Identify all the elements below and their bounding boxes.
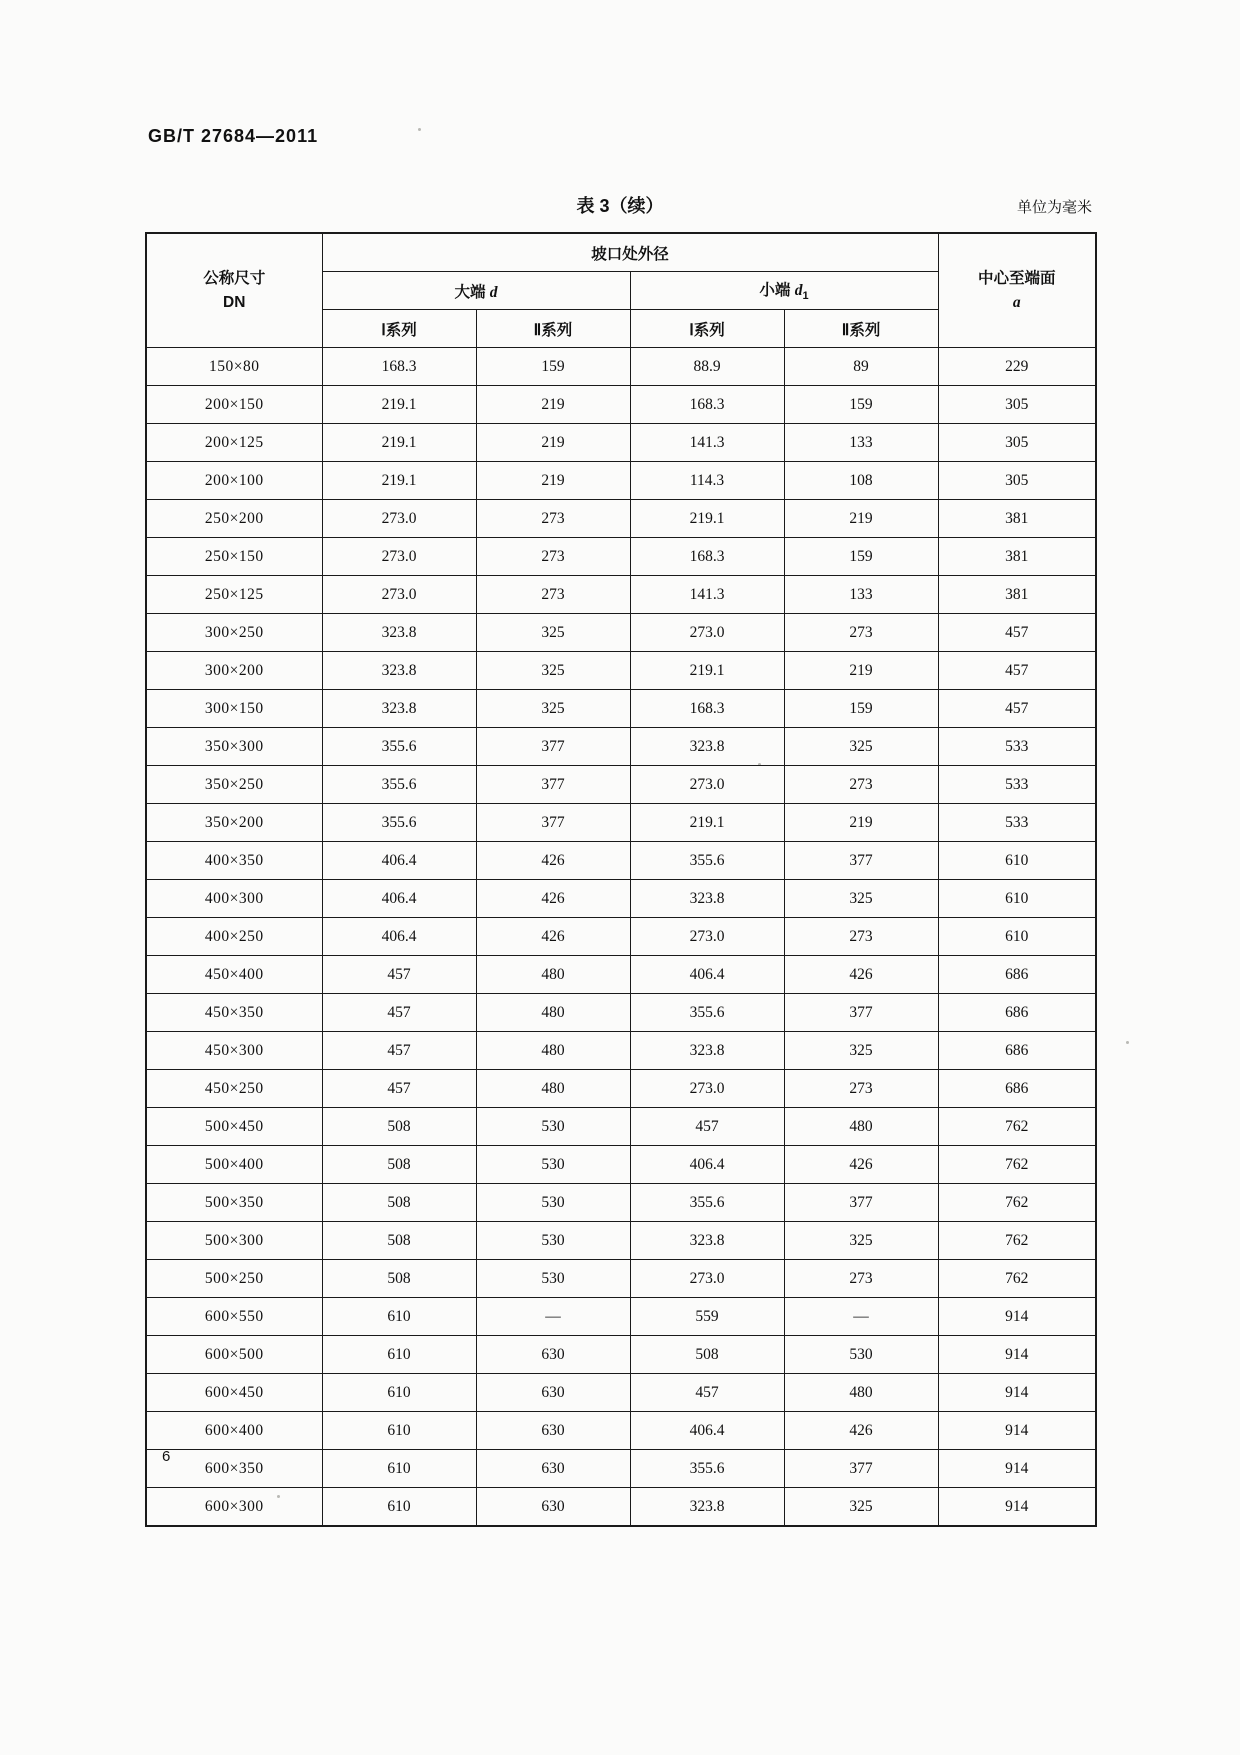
cell-small-end-series-2: 480 [784, 1108, 938, 1146]
cell-small-end-series-2: 377 [784, 842, 938, 880]
cell-small-end-series-2: 219 [784, 652, 938, 690]
cell-nominal-size: 450×300 [146, 1032, 322, 1070]
table-row [146, 1298, 1096, 1336]
table-row [146, 1260, 1096, 1298]
cell-big-end-series-1: 323.8 [322, 690, 476, 728]
table-row [146, 1070, 1096, 1108]
cell-center-to-face: 381 [938, 500, 1096, 538]
cell-big-end-series-2: 219 [476, 462, 630, 500]
table-row [146, 918, 1096, 956]
header-small-end-series-2: Ⅱ系列 [784, 310, 938, 348]
cell-big-end-series-1: 508 [322, 1184, 476, 1222]
cell-nominal-size: 200×100 [146, 462, 322, 500]
cell-small-end-series-2: 480 [784, 1374, 938, 1412]
cell-nominal-size: 600×400 [146, 1412, 322, 1450]
table-row [146, 1184, 1096, 1222]
table-row [146, 538, 1096, 576]
cell-nominal-size: 600×450 [146, 1374, 322, 1412]
table-row [146, 956, 1096, 994]
cell-big-end-series-2: 530 [476, 1108, 630, 1146]
cell-big-end-series-2: 325 [476, 690, 630, 728]
cell-small-end-series-1: 273.0 [630, 1070, 784, 1108]
cell-small-end-series-2: 159 [784, 386, 938, 424]
cell-small-end-series-1: 168.3 [630, 538, 784, 576]
cell-big-end-series-2: 219 [476, 424, 630, 462]
table-row [146, 1108, 1096, 1146]
cell-nominal-size: 250×150 [146, 538, 322, 576]
cell-center-to-face: 229 [938, 348, 1096, 386]
cell-nominal-size: 500×300 [146, 1222, 322, 1260]
table-3 [145, 232, 1097, 1527]
cell-big-end-series-2: 530 [476, 1146, 630, 1184]
cell-big-end-series-2: 273 [476, 500, 630, 538]
cell-big-end-series-1: 508 [322, 1222, 476, 1260]
cell-small-end-series-2: 325 [784, 1032, 938, 1070]
table-row [146, 500, 1096, 538]
cell-center-to-face: 533 [938, 728, 1096, 766]
cell-big-end-series-1: 508 [322, 1260, 476, 1298]
cell-center-to-face: 686 [938, 956, 1096, 994]
cell-small-end-series-1: 355.6 [630, 994, 784, 1032]
cell-big-end-series-2: 480 [476, 956, 630, 994]
cell-small-end-series-2: 273 [784, 1260, 938, 1298]
header-row-1 [146, 233, 1096, 272]
cell-small-end-series-1: 323.8 [630, 1488, 784, 1527]
cell-small-end-series-2: 530 [784, 1336, 938, 1374]
cell-nominal-size: 600×350 [146, 1450, 322, 1488]
cell-small-end-series-1: 273.0 [630, 1260, 784, 1298]
cell-small-end-series-1: 219.1 [630, 804, 784, 842]
table-row [146, 348, 1096, 386]
header-big-end-series-2: Ⅱ系列 [476, 310, 630, 348]
cell-small-end-series-2: 325 [784, 1488, 938, 1527]
cell-small-end-series-2: 273 [784, 614, 938, 652]
cell-small-end-series-1: 406.4 [630, 1146, 784, 1184]
cell-small-end-series-1: 273.0 [630, 918, 784, 956]
cell-small-end-series-1: 508 [630, 1336, 784, 1374]
scan-speck [418, 128, 421, 131]
cell-big-end-series-1: 610 [322, 1374, 476, 1412]
cell-nominal-size: 500×350 [146, 1184, 322, 1222]
header-center-to-face-line1: 中心至端面 [978, 270, 1056, 288]
table-body [146, 348, 1096, 1527]
table-row [146, 1450, 1096, 1488]
header-nominal-size-line2: DN [223, 293, 246, 311]
header-bevel-od: 坡口处外径 [322, 233, 938, 272]
cell-center-to-face: 914 [938, 1336, 1096, 1374]
cell-big-end-series-2: 530 [476, 1184, 630, 1222]
cell-big-end-series-2: 630 [476, 1450, 630, 1488]
cell-center-to-face: 686 [938, 994, 1096, 1032]
cell-big-end-series-1: 273.0 [322, 538, 476, 576]
cell-big-end-series-1: 610 [322, 1412, 476, 1450]
cell-big-end-series-1: 406.4 [322, 918, 476, 956]
table-row [146, 728, 1096, 766]
cell-nominal-size: 400×350 [146, 842, 322, 880]
cell-center-to-face: 914 [938, 1450, 1096, 1488]
cell-small-end-series-2: 133 [784, 576, 938, 614]
table-row [146, 766, 1096, 804]
cell-small-end-series-2: — [784, 1298, 938, 1336]
cell-center-to-face: 914 [938, 1412, 1096, 1450]
table-3-container [145, 232, 1095, 1527]
cell-small-end-series-2: 219 [784, 500, 938, 538]
cell-nominal-size: 350×300 [146, 728, 322, 766]
cell-small-end-series-2: 426 [784, 1412, 938, 1450]
cell-big-end-series-1: 406.4 [322, 880, 476, 918]
table-row [146, 1488, 1096, 1527]
cell-big-end-series-1: 610 [322, 1450, 476, 1488]
cell-big-end-series-1: 508 [322, 1108, 476, 1146]
cell-center-to-face: 762 [938, 1184, 1096, 1222]
table-row [146, 1336, 1096, 1374]
cell-small-end-series-2: 273 [784, 766, 938, 804]
cell-nominal-size: 600×500 [146, 1336, 322, 1374]
cell-small-end-series-2: 426 [784, 1146, 938, 1184]
table-row [146, 1146, 1096, 1184]
table-header [146, 233, 1096, 348]
header-center-to-face-line2: a [1012, 293, 1021, 311]
cell-small-end-series-2: 325 [784, 728, 938, 766]
cell-big-end-series-1: 323.8 [322, 652, 476, 690]
cell-small-end-series-1: 168.3 [630, 690, 784, 728]
table-row [146, 1374, 1096, 1412]
cell-nominal-size: 500×250 [146, 1260, 322, 1298]
cell-big-end-series-2: 480 [476, 994, 630, 1032]
table-row [146, 842, 1096, 880]
cell-nominal-size: 600×300 [146, 1488, 322, 1527]
cell-big-end-series-2: 630 [476, 1488, 630, 1527]
cell-big-end-series-1: 355.6 [322, 728, 476, 766]
cell-big-end-series-1: 457 [322, 1032, 476, 1070]
cell-big-end-series-1: 355.6 [322, 766, 476, 804]
cell-center-to-face: 914 [938, 1298, 1096, 1336]
cell-nominal-size: 350×250 [146, 766, 322, 804]
cell-big-end-series-2: 273 [476, 576, 630, 614]
cell-small-end-series-1: 559 [630, 1298, 784, 1336]
cell-big-end-series-1: 610 [322, 1488, 476, 1527]
cell-center-to-face: 610 [938, 880, 1096, 918]
page-number: 6 [162, 1448, 171, 1465]
cell-small-end-series-1: 323.8 [630, 880, 784, 918]
cell-big-end-series-2: 377 [476, 804, 630, 842]
cell-small-end-series-1: 219.1 [630, 500, 784, 538]
cell-nominal-size: 450×250 [146, 1070, 322, 1108]
cell-big-end-series-2: 530 [476, 1222, 630, 1260]
cell-nominal-size: 250×125 [146, 576, 322, 614]
cell-big-end-series-1: 406.4 [322, 842, 476, 880]
cell-center-to-face: 305 [938, 462, 1096, 500]
cell-big-end-series-1: 273.0 [322, 500, 476, 538]
cell-small-end-series-2: 377 [784, 994, 938, 1032]
cell-big-end-series-2: 426 [476, 880, 630, 918]
cell-center-to-face: 533 [938, 766, 1096, 804]
table-row [146, 1412, 1096, 1450]
scan-speck [1126, 1041, 1129, 1044]
cell-nominal-size: 300×150 [146, 690, 322, 728]
header-center-to-face [938, 233, 1096, 348]
cell-big-end-series-2: 325 [476, 652, 630, 690]
table-row [146, 804, 1096, 842]
cell-big-end-series-1: 508 [322, 1146, 476, 1184]
cell-small-end-series-2: 273 [784, 918, 938, 956]
cell-big-end-series-2: — [476, 1298, 630, 1336]
cell-big-end-series-2: 377 [476, 766, 630, 804]
cell-big-end-series-2: 426 [476, 842, 630, 880]
header-nominal-size [146, 233, 322, 348]
cell-big-end-series-2: 377 [476, 728, 630, 766]
cell-small-end-series-1: 457 [630, 1374, 784, 1412]
table-row [146, 690, 1096, 728]
table-row [146, 1222, 1096, 1260]
cell-small-end-series-2: 273 [784, 1070, 938, 1108]
cell-nominal-size: 500×450 [146, 1108, 322, 1146]
cell-nominal-size: 400×300 [146, 880, 322, 918]
cell-big-end-series-2: 480 [476, 1032, 630, 1070]
cell-big-end-series-1: 457 [322, 956, 476, 994]
cell-small-end-series-1: 323.8 [630, 1222, 784, 1260]
cell-small-end-series-2: 325 [784, 1222, 938, 1260]
header-nominal-size-line1: 公称尺寸 [203, 270, 266, 288]
cell-center-to-face: 305 [938, 424, 1096, 462]
cell-small-end-series-2: 377 [784, 1184, 938, 1222]
cell-nominal-size: 300×250 [146, 614, 322, 652]
cell-big-end-series-2: 219 [476, 386, 630, 424]
cell-small-end-series-1: 219.1 [630, 652, 784, 690]
cell-small-end-series-2: 426 [784, 956, 938, 994]
cell-small-end-series-2: 108 [784, 462, 938, 500]
cell-center-to-face: 914 [938, 1374, 1096, 1412]
cell-big-end-series-2: 630 [476, 1374, 630, 1412]
cell-center-to-face: 457 [938, 652, 1096, 690]
cell-small-end-series-2: 133 [784, 424, 938, 462]
cell-big-end-series-1: 610 [322, 1298, 476, 1336]
cell-small-end-series-1: 141.3 [630, 424, 784, 462]
cell-center-to-face: 381 [938, 538, 1096, 576]
table-row [146, 576, 1096, 614]
cell-small-end-series-1: 355.6 [630, 1450, 784, 1488]
cell-nominal-size: 600×550 [146, 1298, 322, 1336]
cell-big-end-series-1: 219.1 [322, 424, 476, 462]
cell-big-end-series-2: 630 [476, 1336, 630, 1374]
cell-small-end-series-2: 377 [784, 1450, 938, 1488]
table-row [146, 994, 1096, 1032]
table-row [146, 1032, 1096, 1070]
cell-big-end-series-2: 325 [476, 614, 630, 652]
table-row [146, 880, 1096, 918]
cell-nominal-size: 150×80 [146, 348, 322, 386]
standard-number: GB/T 27684—2011 [148, 126, 319, 146]
cell-center-to-face: 457 [938, 614, 1096, 652]
cell-nominal-size: 200×150 [146, 386, 322, 424]
table-row [146, 614, 1096, 652]
cell-center-to-face: 762 [938, 1108, 1096, 1146]
cell-big-end-series-2: 159 [476, 348, 630, 386]
cell-nominal-size: 500×400 [146, 1146, 322, 1184]
table-row [146, 652, 1096, 690]
cell-center-to-face: 914 [938, 1488, 1096, 1527]
header-small-end-series-1: Ⅰ系列 [630, 310, 784, 348]
header-big-end-series-1: Ⅰ系列 [322, 310, 476, 348]
cell-small-end-series-1: 323.8 [630, 1032, 784, 1070]
cell-center-to-face: 762 [938, 1146, 1096, 1184]
unit-note: 单位为毫米 [1016, 199, 1092, 216]
header-small-end: 小端 $d_1$ [630, 272, 938, 310]
cell-small-end-series-2: 89 [784, 348, 938, 386]
cell-nominal-size: 450×350 [146, 994, 322, 1032]
cell-center-to-face: 610 [938, 918, 1096, 956]
cell-small-end-series-1: 355.6 [630, 842, 784, 880]
cell-center-to-face: 686 [938, 1070, 1096, 1108]
cell-small-end-series-1: 273.0 [630, 766, 784, 804]
cell-small-end-series-2: 219 [784, 804, 938, 842]
cell-big-end-series-1: 168.3 [322, 348, 476, 386]
cell-small-end-series-1: 114.3 [630, 462, 784, 500]
cell-nominal-size: 200×125 [146, 424, 322, 462]
cell-small-end-series-1: 323.8 [630, 728, 784, 766]
cell-nominal-size: 250×200 [146, 500, 322, 538]
cell-big-end-series-2: 426 [476, 918, 630, 956]
cell-big-end-series-1: 219.1 [322, 386, 476, 424]
cell-center-to-face: 762 [938, 1222, 1096, 1260]
table-title: 表 3（续） [576, 196, 664, 216]
cell-big-end-series-2: 630 [476, 1412, 630, 1450]
cell-small-end-series-1: 406.4 [630, 1412, 784, 1450]
cell-big-end-series-1: 273.0 [322, 576, 476, 614]
table-row [146, 462, 1096, 500]
cell-small-end-series-2: 159 [784, 538, 938, 576]
cell-center-to-face: 457 [938, 690, 1096, 728]
cell-small-end-series-2: 159 [784, 690, 938, 728]
table-row [146, 424, 1096, 462]
cell-big-end-series-2: 530 [476, 1260, 630, 1298]
cell-center-to-face: 305 [938, 386, 1096, 424]
cell-big-end-series-2: 273 [476, 538, 630, 576]
cell-center-to-face: 533 [938, 804, 1096, 842]
cell-small-end-series-2: 325 [784, 880, 938, 918]
cell-big-end-series-1: 457 [322, 1070, 476, 1108]
table-row [146, 386, 1096, 424]
cell-nominal-size: 350×200 [146, 804, 322, 842]
cell-big-end-series-1: 219.1 [322, 462, 476, 500]
cell-big-end-series-1: 457 [322, 994, 476, 1032]
cell-center-to-face: 762 [938, 1260, 1096, 1298]
cell-big-end-series-1: 355.6 [322, 804, 476, 842]
cell-small-end-series-1: 168.3 [630, 386, 784, 424]
cell-center-to-face: 381 [938, 576, 1096, 614]
cell-big-end-series-1: 323.8 [322, 614, 476, 652]
cell-center-to-face: 610 [938, 842, 1096, 880]
cell-small-end-series-1: 141.3 [630, 576, 784, 614]
cell-small-end-series-1: 88.9 [630, 348, 784, 386]
cell-center-to-face: 686 [938, 1032, 1096, 1070]
header-big-end: 大端 d [322, 272, 630, 310]
cell-big-end-series-2: 480 [476, 1070, 630, 1108]
cell-small-end-series-1: 273.0 [630, 614, 784, 652]
cell-big-end-series-1: 610 [322, 1336, 476, 1374]
cell-small-end-series-1: 355.6 [630, 1184, 784, 1222]
cell-nominal-size: 400×250 [146, 918, 322, 956]
cell-small-end-series-1: 406.4 [630, 956, 784, 994]
cell-nominal-size: 450×400 [146, 956, 322, 994]
cell-nominal-size: 300×200 [146, 652, 322, 690]
cell-small-end-series-1: 457 [630, 1108, 784, 1146]
